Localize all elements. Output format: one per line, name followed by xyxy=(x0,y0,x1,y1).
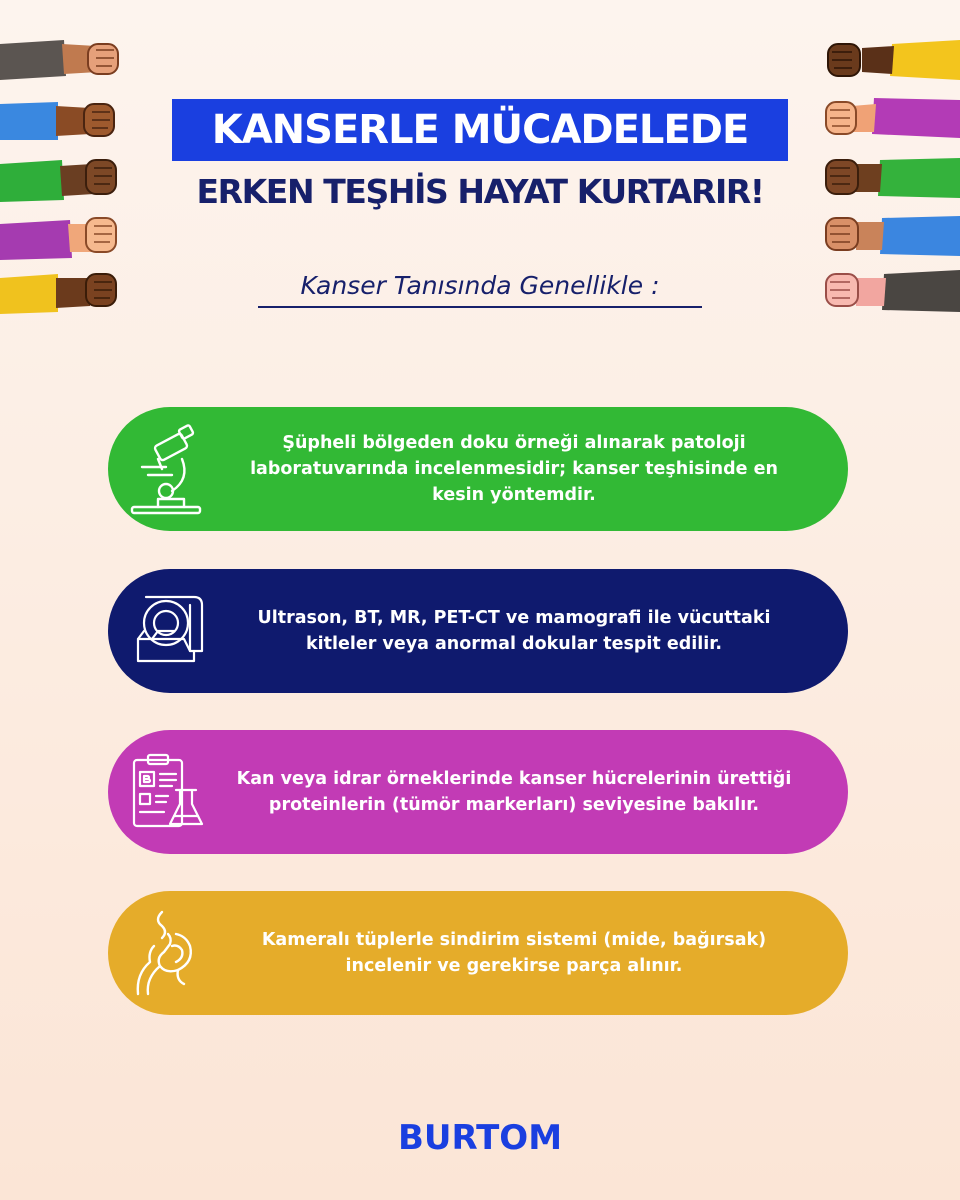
page-subtitle: ERKEN TEŞHİS HAYAT KURTARIR! xyxy=(196,172,764,211)
section-label: Kanser Tanısında Genellikle : xyxy=(258,266,702,308)
mri-scanner-icon xyxy=(108,569,228,693)
tumor-marker-description: Kan veya idrar örneklerinde kanser hücrelerinin ürettiği proteinlerin (tümör markerları) seviyesine bakılır. xyxy=(236,769,792,815)
biopsy-card xyxy=(108,407,848,531)
lab-report-icon xyxy=(108,730,228,854)
stomach-icon xyxy=(108,891,228,1015)
endoscopy-card xyxy=(108,891,848,1015)
brand-logo: BURTOM xyxy=(397,1118,563,1158)
microscope-icon xyxy=(108,407,228,531)
biopsy-description: Şüpheli bölgeden doku örneği alınarak patoloji laboratuvarında incelenmesidir; kanser teşhisinde en kesin yöntemdir. xyxy=(250,433,778,505)
imaging-description: Ultrason, BT, MR, PET-CT ve mamografi ile vücuttaki kitleler veya anormal dokular tespit edilir. xyxy=(257,608,771,654)
page-title: KANSERLE MÜCADELEDE xyxy=(172,99,788,161)
tumor-marker-card xyxy=(108,730,848,854)
endoscopy-description: Kameralı tüplerle sindirim sistemi (mide, bağırsak) incelenir ve gerekirse parça alınır. xyxy=(261,930,767,976)
imaging-card xyxy=(108,569,848,693)
